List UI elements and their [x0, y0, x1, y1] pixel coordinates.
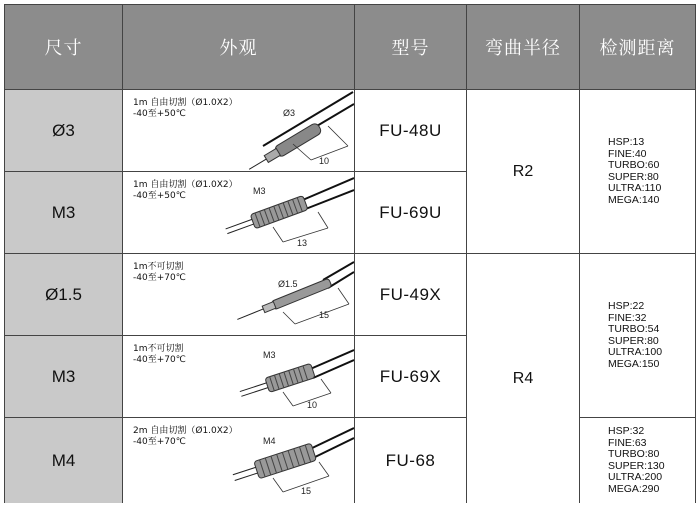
distance-item: MEGA:140	[608, 193, 660, 206]
length-label: 13	[297, 238, 308, 248]
distance-item: MEGA:290	[608, 482, 660, 495]
distance-item: SUPER:80	[608, 334, 659, 347]
size-cell: Ø1.5	[5, 254, 122, 335]
model-cell: FU-69U	[355, 172, 466, 253]
spec-temp: -40至+50℃	[133, 191, 186, 201]
spec-temp: -40至+70℃	[133, 273, 186, 283]
distance-item: HSP:13	[608, 136, 645, 148]
model-cell: FU-68	[355, 418, 466, 503]
length-label: 10	[319, 156, 330, 166]
distance-item: SUPER:130	[608, 459, 665, 472]
size-cell: M3	[5, 172, 122, 253]
diameter-label: M3	[263, 350, 276, 360]
size-cell: M3	[5, 336, 122, 417]
appearance-cell	[123, 254, 354, 335]
diameter-label: Ø1.5	[278, 279, 298, 289]
diameter-label: M4	[263, 436, 276, 446]
spec-temp: -40至+70℃	[133, 437, 186, 447]
diameter-label: M3	[253, 186, 266, 196]
distance-item: HSP:22	[608, 300, 645, 312]
distance-item: FINE:63	[608, 436, 647, 449]
fiber-drawing	[123, 172, 354, 253]
appearance-cell	[123, 336, 354, 417]
distance-item: ULTRA:100	[608, 346, 663, 358]
distance-item: FINE:32	[608, 311, 647, 324]
distance-item: FINE:40	[608, 147, 647, 160]
distance-item: MEGA:150	[608, 357, 660, 370]
header-detection-distance: 检测距离	[580, 5, 695, 89]
header-model: 型号	[355, 5, 466, 89]
spec-cable: 1m 自由切割（Ø1.0X2）	[133, 98, 238, 108]
distance-item: TURBO:54	[608, 323, 660, 335]
fiber-drawing	[123, 336, 354, 417]
bend-radius-cell: R4	[467, 254, 579, 503]
distance-item: TURBO:80	[608, 448, 660, 460]
detection-distance-cell	[580, 418, 695, 503]
size-cell: Ø3	[5, 90, 122, 171]
fiber-drawing	[123, 418, 354, 503]
fiber-drawing	[123, 254, 354, 335]
spec-cable: 1m不可切割	[133, 262, 184, 272]
spec-table	[4, 4, 696, 503]
model-cell: FU-48U	[355, 90, 466, 171]
header-appearance: 外观	[123, 5, 354, 89]
bend-radius-cell: R2	[467, 90, 579, 253]
appearance-cell	[123, 90, 354, 171]
spec-cable: 2m 自由切割（Ø1.0X2）	[133, 426, 238, 436]
fiber-drawing	[123, 90, 354, 171]
size-cell: M4	[5, 418, 122, 503]
distance-item: SUPER:80	[608, 170, 659, 183]
length-label: 15	[301, 486, 312, 496]
detection-distance-cell	[580, 254, 695, 417]
spec-cable: 1m 自由切割（Ø1.0X2）	[133, 180, 238, 190]
header-bend-radius: 弯曲半径	[467, 5, 579, 89]
length-label: 10	[307, 400, 318, 410]
header-size: 尺寸	[5, 5, 122, 89]
detection-distance-cell	[580, 90, 695, 253]
spec-cable: 1m不可切割	[133, 344, 184, 354]
distance-item: ULTRA:200	[608, 471, 663, 483]
spec-temp: -40至+70℃	[133, 355, 186, 365]
model-cell: FU-69X	[355, 336, 466, 417]
spec-temp: -40至+50℃	[133, 109, 186, 119]
model-cell: FU-49X	[355, 254, 466, 335]
distance-item: ULTRA:110	[608, 182, 662, 194]
distance-item: TURBO:60	[608, 159, 660, 171]
length-label: 15	[319, 310, 330, 320]
appearance-cell	[123, 172, 354, 253]
diameter-label: Ø3	[283, 108, 296, 118]
appearance-cell	[123, 418, 354, 503]
distance-item: HSP:32	[608, 425, 645, 437]
